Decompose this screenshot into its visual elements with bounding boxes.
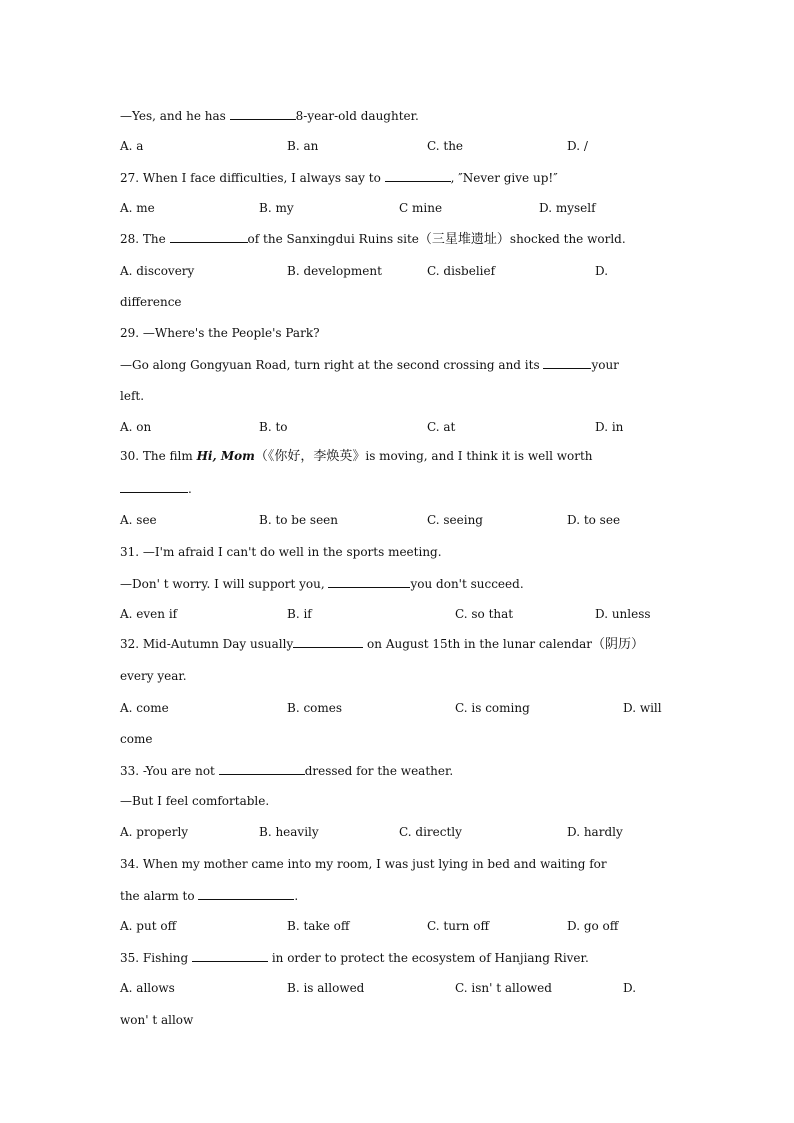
answer-blank (198, 888, 294, 900)
stem-text: —Go along Gongyuan Road, turn right at the second crossing and its (120, 358, 544, 372)
option-c: C. directly (399, 825, 462, 839)
option-a: A. see (120, 513, 157, 527)
question-30-stem-continued (120, 481, 192, 495)
option-d: D. myself (539, 201, 596, 215)
stem-text: 32. Mid-Autumn Day usually (120, 637, 294, 651)
option-b: B. development (287, 264, 382, 278)
stem-text: 8-year-old daughter. (295, 109, 419, 123)
option-d: D. in (595, 420, 624, 434)
option-c: C. seeing (427, 513, 483, 527)
option-c: C. is coming (455, 701, 530, 715)
answer-blank (192, 950, 268, 962)
option-a: A. come (120, 701, 169, 715)
question-26-stem (120, 108, 419, 122)
stem-text: the alarm to (120, 889, 199, 903)
option-d: D. go off (567, 919, 619, 933)
option-d-continued: won' t allow (120, 1013, 194, 1027)
option-c: C. disbelief (427, 264, 496, 278)
option-c: C. turn off (427, 919, 489, 933)
question-32-stem-continued: every year. (120, 669, 187, 683)
option-d: D. will (623, 701, 662, 715)
answer-blank (385, 170, 451, 182)
stem-text: 27. When I face difficulties, I always say to (120, 171, 385, 185)
chinese-gloss: （阴历） (592, 637, 645, 652)
option-c: C. at (427, 420, 456, 434)
stem-text: in order to protect the ecosystem of Hanjiang River. (268, 951, 589, 965)
question-35-stem (120, 950, 589, 964)
option-c: C. so that (455, 607, 514, 621)
film-title: Hi, Mom (196, 449, 255, 463)
option-b: B. take off (287, 919, 350, 933)
option-d: D. (623, 981, 637, 995)
question-33-reply: —But I feel comfortable. (120, 794, 270, 808)
option-a: A. put off (120, 919, 177, 933)
stem-text: 35. Fishing (120, 951, 193, 965)
stem-text: 28. The (120, 232, 170, 246)
option-c: C. isn' t allowed (455, 981, 552, 995)
option-a: A. even if (120, 607, 178, 621)
option-a: A. properly (120, 825, 189, 839)
question-29-reply-continued: left. (120, 389, 145, 403)
option-a: A. me (120, 201, 155, 215)
question-31-stem: 31. —I'm afraid I can't do well in the sports meeting. (120, 545, 442, 559)
option-d: D. / (567, 139, 588, 153)
option-a: A. allows (120, 981, 175, 995)
stem-text: is moving, and I think it is well worth (365, 449, 593, 463)
question-30-stem (120, 449, 593, 463)
question-28-stem (120, 231, 626, 245)
stem-text: , ″Never give up!″ (450, 171, 558, 185)
option-a: A. discovery (120, 264, 195, 278)
option-a: A. a (120, 139, 144, 153)
option-c: C. the (427, 139, 464, 153)
stem-text: —Don' t worry. I will support you, (120, 577, 329, 591)
answer-blank (543, 357, 591, 369)
option-d-continued: come (120, 732, 153, 746)
stem-text: dressed for the weather. (304, 764, 454, 778)
stem-text: your (591, 358, 619, 372)
option-b: B. if (287, 607, 312, 621)
answer-blank (293, 636, 363, 648)
question-34-stem-continued (120, 888, 298, 902)
stem-text: you don't succeed. (410, 577, 524, 591)
answer-blank (120, 481, 188, 493)
answer-blank (328, 576, 410, 588)
stem-text: 33. -You are not (120, 764, 219, 778)
option-d-continued: difference (120, 295, 182, 309)
answer-blank (219, 763, 305, 775)
answer-blank (170, 231, 248, 243)
option-b: B. is allowed (287, 981, 365, 995)
option-c: C mine (399, 201, 443, 215)
question-31-reply (120, 576, 524, 590)
chinese-gloss: （《你好，李焕英》 (254, 449, 366, 464)
stem-text: 30. The film (120, 449, 197, 463)
option-a: A. on (120, 420, 152, 434)
option-b: B. to be seen (259, 513, 338, 527)
question-32-stem (120, 636, 644, 650)
option-b: B. my (259, 201, 294, 215)
chinese-gloss: （三星堆遗址） (418, 232, 510, 247)
answer-blank (230, 108, 296, 120)
stem-text: of the Sanxingdui Ruins site (247, 232, 419, 246)
question-29-reply (120, 357, 619, 371)
question-29-stem: 29. —Where's the People's Park? (120, 326, 320, 340)
stem-text: —Yes, and he has (120, 109, 230, 123)
option-d: D. unless (595, 607, 651, 621)
option-d: D. (595, 264, 609, 278)
question-34-stem: 34. When my mother came into my room, I was just lying in bed and waiting for (120, 857, 607, 871)
question-27-stem (120, 170, 558, 184)
option-b: B. heavily (259, 825, 319, 839)
stem-text: . (188, 482, 192, 496)
option-b: B. comes (287, 701, 343, 715)
option-d: D. hardly (567, 825, 623, 839)
option-b: B. to (259, 420, 288, 434)
option-d: D. to see (567, 513, 621, 527)
option-b: B. an (287, 139, 319, 153)
stem-text: shocked the world. (509, 232, 626, 246)
question-33-stem (120, 763, 453, 777)
stem-text: . (294, 889, 299, 903)
stem-text: on August 15th in the lunar calendar (363, 637, 593, 651)
